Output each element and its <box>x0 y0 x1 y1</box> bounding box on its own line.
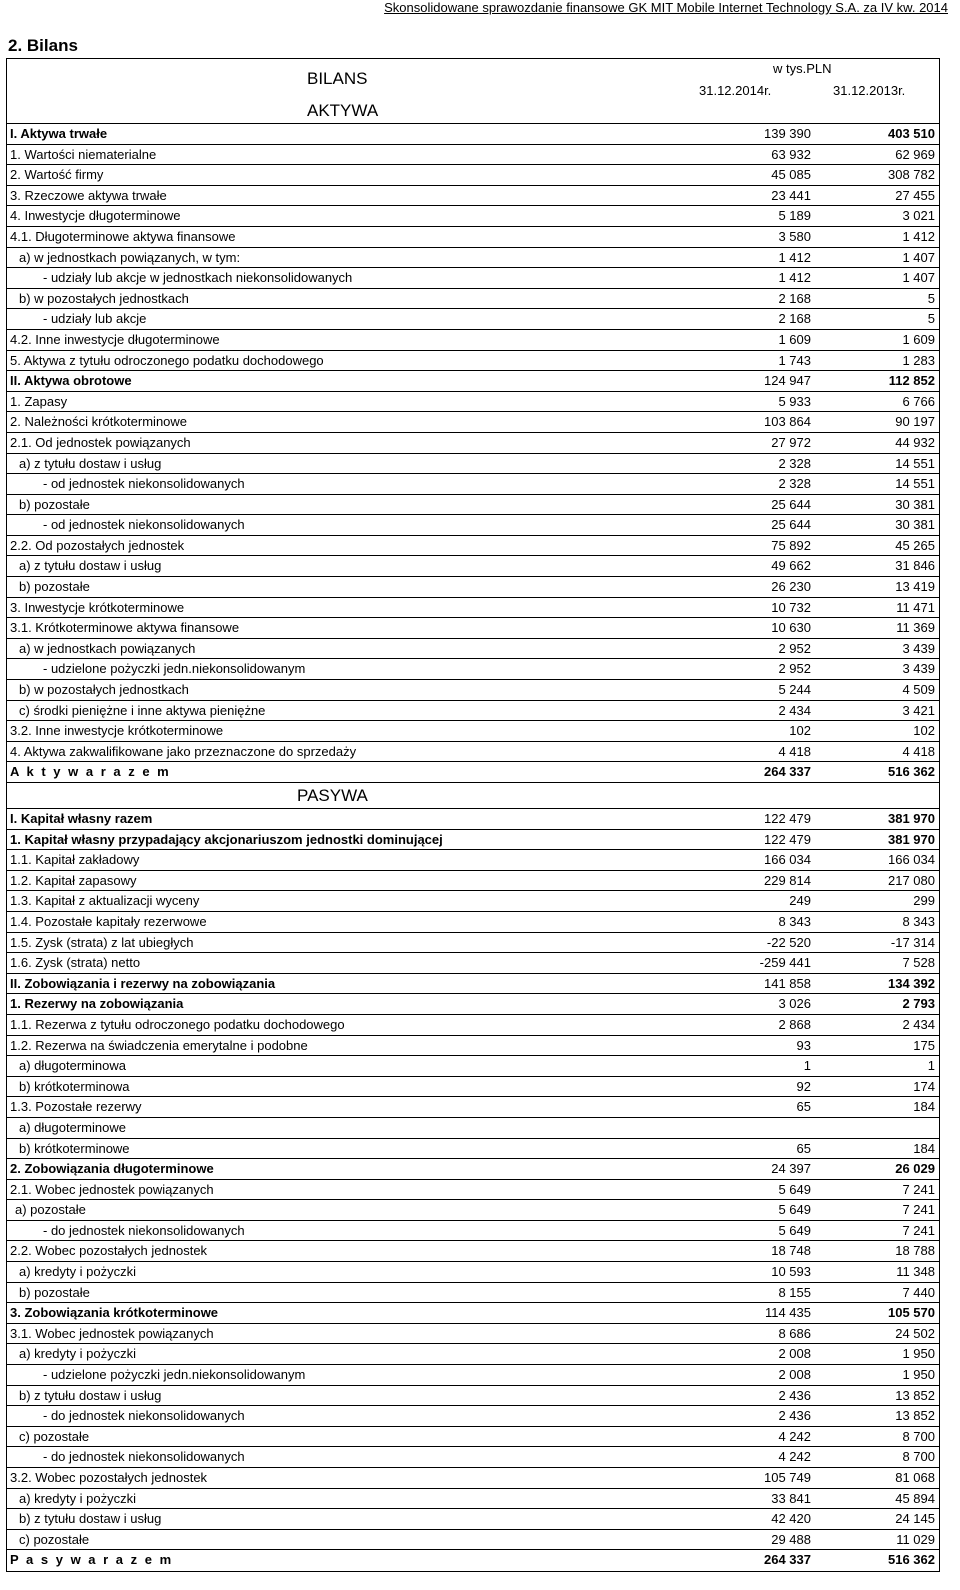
value-2013: 381 970 <box>888 811 935 826</box>
value-2013: 30 381 <box>895 496 935 512</box>
value-2014: 93 <box>796 1037 811 1053</box>
table-row <box>7 1139 939 1160</box>
row-label: - od jednostek niekonsolidowanych <box>43 517 245 533</box>
value-2014: 10 593 <box>771 1264 811 1280</box>
table-row <box>7 433 939 454</box>
value-2013: 1 412 <box>902 228 935 244</box>
value-2013: 27 455 <box>895 187 935 203</box>
value-2013: 381 970 <box>888 831 935 847</box>
table-row <box>7 309 939 330</box>
value-2013: 11 348 <box>896 1264 935 1280</box>
value-2013: 26 029 <box>895 1161 935 1177</box>
table-row <box>7 1159 939 1180</box>
value-2013: 45 894 <box>895 1490 935 1506</box>
row-label: 4.2. Inne inwestycje długoterminowe <box>10 331 220 347</box>
table-row <box>7 1447 939 1468</box>
table-row <box>7 536 939 557</box>
value-2014: 5 649 <box>778 1222 811 1238</box>
value-2013: 30 381 <box>895 517 935 533</box>
row-label: 1. Zapasy <box>10 393 68 409</box>
table-row <box>7 1303 939 1324</box>
table-row <box>7 392 939 413</box>
value-2014: -22 520 <box>766 934 811 950</box>
value-2013: 18 788 <box>895 1243 935 1259</box>
row-label: a) kredyty i pożyczki <box>19 1346 137 1362</box>
table-row <box>7 412 939 433</box>
table-row <box>7 330 939 351</box>
value-2013: 2 434 <box>902 1016 935 1032</box>
value-2014: 2 436 <box>778 1408 811 1424</box>
table-row <box>7 1015 939 1036</box>
value-2014: 3 026 <box>778 996 811 1012</box>
value-2013: 81 068 <box>895 1470 935 1485</box>
value-2014: 10 630 <box>771 620 811 636</box>
value-2014: 5 649 <box>778 1202 811 1218</box>
row-label: b) pozostałe <box>19 496 90 512</box>
value-2014: 2 952 <box>778 661 811 677</box>
value-2014: 29 488 <box>771 1531 811 1547</box>
table-row <box>7 809 939 830</box>
value-2013: 90 197 <box>895 414 935 430</box>
value-2014: 26 230 <box>771 579 811 595</box>
value-2013 <box>825 783 939 808</box>
table-row <box>7 721 939 742</box>
row-label: - udzielone pożyczki jedn.niekonsolidowanym <box>43 1367 306 1383</box>
value-2014: 124 947 <box>764 373 811 389</box>
value-2013: 166 034 <box>888 852 935 868</box>
row-label: a) kredyty i pożyczki <box>19 1264 137 1280</box>
table-row <box>7 1262 939 1283</box>
row-label: 2.1. Wobec jednostek powiązanych <box>10 1181 214 1197</box>
value-2013: 299 <box>913 893 935 909</box>
value-2014: 2 436 <box>778 1387 811 1403</box>
value-2014: 4 418 <box>778 743 811 759</box>
value-2013: 7 440 <box>902 1284 935 1300</box>
value-2014: 5 189 <box>778 208 811 224</box>
value-2014: 42 420 <box>771 1511 811 1527</box>
row-label: 2.2. Wobec pozostałych jednostek <box>10 1243 208 1259</box>
row-label: - do jednostek niekonsolidowanych <box>43 1408 245 1424</box>
value-2013: 4 509 <box>902 682 935 698</box>
row-label: - do jednostek niekonsolidowanych <box>43 1449 245 1465</box>
table-row <box>7 1200 939 1221</box>
value-2013 <box>825 1118 939 1138</box>
row-label: 3.1. Krótkoterminowe aktywa finansowe <box>10 620 240 636</box>
row-label: 1.2. Kapitał zapasowy <box>10 872 137 888</box>
row-label: I. Kapitał własny razem <box>10 811 153 826</box>
table-row <box>7 850 939 871</box>
row-label: 2. Należności krótkoterminowe <box>10 414 188 430</box>
value-2013: 8 700 <box>902 1428 935 1444</box>
row-label: 3.2. Inne inwestycje krótkoterminowe <box>10 723 224 739</box>
row-label: a) z tytułu dostaw i usług <box>19 455 162 471</box>
table-row <box>7 762 939 783</box>
value-2014: 2 168 <box>778 290 811 306</box>
row-label: 1.3. Pozostałe rezerwy <box>10 1099 142 1115</box>
row-label: a) długoterminowe <box>19 1119 126 1135</box>
row-label: a) pozostałe <box>15 1202 86 1218</box>
value-2013: 11 471 <box>896 599 935 615</box>
value-2014: 25 644 <box>771 496 811 512</box>
table-row <box>7 871 939 892</box>
table-row <box>7 659 939 680</box>
table-row <box>7 1427 939 1448</box>
value-2013: 3 021 <box>902 208 935 224</box>
value-2014: 65 <box>796 1099 811 1115</box>
value-2013: 184 <box>913 1099 935 1115</box>
table-row <box>7 994 939 1015</box>
row-label: b) z tytułu dostaw i usług <box>19 1387 162 1403</box>
row-label: A k t y w a r a z e m <box>10 764 171 780</box>
row-label: a) w jednostkach powiązanych, w tym: <box>19 249 241 265</box>
value-2013: 5 <box>927 311 935 327</box>
table-row <box>7 1036 939 1057</box>
table-row <box>7 206 939 227</box>
table-row <box>7 1221 939 1242</box>
table-row <box>7 1324 939 1345</box>
table-body <box>7 124 939 1571</box>
row-label: P a s y w a r a z e m <box>10 1552 174 1568</box>
value-2014: 139 390 <box>764 126 811 141</box>
table-row <box>7 1077 939 1098</box>
value-2013: 6 766 <box>902 393 935 409</box>
table-row <box>7 515 939 536</box>
aktywa-heading: AKTYWA <box>307 101 379 120</box>
row-label: b) w pozostałych jednostkach <box>19 682 189 698</box>
table-row <box>7 1344 939 1365</box>
row-label: 2.2. Od pozostałych jednostek <box>10 537 185 553</box>
row-label: b) w pozostałych jednostkach <box>19 290 189 306</box>
row-label: 4.1. Długoterminowe aktywa finansowe <box>10 228 236 244</box>
row-label: II. Zobowiązania i rezerwy na zobowiązania <box>10 975 276 991</box>
value-2014: 27 972 <box>771 434 811 450</box>
table-row <box>7 577 939 598</box>
value-2013: 105 570 <box>888 1305 935 1321</box>
table-row <box>7 227 939 248</box>
row-label: - od jednostek niekonsolidowanych <box>43 476 245 492</box>
table-row <box>7 1118 939 1139</box>
table-row <box>7 1180 939 1201</box>
row-label: b) pozostałe <box>19 579 90 595</box>
table-row <box>7 912 939 933</box>
value-2014: 5 933 <box>778 393 811 409</box>
value-2013: 11 369 <box>896 620 935 636</box>
value-2014: 122 479 <box>764 831 811 847</box>
value-2013: 102 <box>913 723 935 739</box>
value-2013: 3 421 <box>902 702 935 718</box>
value-2014: 23 441 <box>771 187 811 203</box>
value-2014: 2 328 <box>778 455 811 471</box>
row-label: 5. Aktywa z tytułu odroczonego podatku dochodowego <box>10 352 324 368</box>
row-label: 4. Aktywa zakwalifikowane jako przeznaczone do sprzedaży <box>10 743 357 759</box>
value-2013: 7 528 <box>902 955 935 971</box>
row-label: 3. Inwestycje krótkoterminowe <box>10 599 185 615</box>
value-2014: 10 732 <box>771 599 811 615</box>
value-2014: 103 864 <box>764 414 811 430</box>
value-2014 <box>665 783 825 808</box>
value-2013: 7 241 <box>902 1222 935 1238</box>
value-2013: 3 439 <box>902 640 935 656</box>
running-header: Skonsolidowane sprawozdanie finansowe GK MIT Mobile Internet Technology S.A. za IV kw. 2014 <box>384 0 948 15</box>
table-row <box>7 1097 939 1118</box>
table-row <box>7 1489 939 1510</box>
value-2013: 2 793 <box>902 996 935 1012</box>
row-label: a) w jednostkach powiązanych <box>19 640 196 656</box>
row-label: 4. Inwestycje długoterminowe <box>10 208 181 224</box>
value-2013: 44 932 <box>895 434 935 450</box>
value-2013: 24 502 <box>895 1325 935 1341</box>
value-2013: 1 950 <box>902 1346 935 1362</box>
value-2013: -17 314 <box>890 934 935 950</box>
value-2014: 105 749 <box>764 1470 811 1485</box>
value-2014: 8 686 <box>778 1325 811 1341</box>
row-label: 1.3. Kapitał z aktualizacji wyceny <box>10 893 200 909</box>
value-2014: 2 328 <box>778 476 811 492</box>
value-2014: 2 168 <box>778 311 811 327</box>
value-2014: 264 337 <box>764 1552 811 1568</box>
table-row <box>7 1365 939 1386</box>
value-2013: 1 283 <box>902 352 935 368</box>
value-2013: 1 609 <box>902 331 935 347</box>
value-2013: 13 419 <box>895 579 935 595</box>
balance-sheet-table <box>6 58 940 1572</box>
table-row <box>7 891 939 912</box>
value-2014: 1 743 <box>778 352 811 368</box>
value-2014: 24 397 <box>771 1161 811 1177</box>
table-row <box>7 268 939 289</box>
value-2013: 14 551 <box>895 476 935 492</box>
value-2014: 49 662 <box>771 558 811 574</box>
table-row <box>7 495 939 516</box>
value-2013: 4 418 <box>902 743 935 759</box>
row-label: a) z tytułu dostaw i usług <box>19 558 162 574</box>
row-label: 2. Wartość firmy <box>10 167 104 183</box>
row-label: - udziały lub akcje w jednostkach niekonsolidowanych <box>43 270 353 286</box>
value-2014: 114 435 <box>764 1305 811 1321</box>
table-row <box>7 701 939 722</box>
value-2013: 13 852 <box>895 1408 935 1424</box>
value-2014: 2 008 <box>778 1367 811 1383</box>
value-2013: 24 145 <box>895 1511 935 1527</box>
row-label: b) pozostałe <box>19 1284 90 1300</box>
value-2014 <box>665 1118 825 1138</box>
value-2014: 1 412 <box>778 270 811 286</box>
table-row <box>7 248 939 269</box>
value-2013: 403 510 <box>888 126 935 141</box>
value-2014: 25 644 <box>771 517 811 533</box>
table-row <box>7 145 939 166</box>
value-2014: 4 242 <box>778 1449 811 1465</box>
table-row <box>7 556 939 577</box>
value-2013: 134 392 <box>888 975 935 991</box>
row-label: 3. Rzeczowe aktywa trwałe <box>10 187 167 203</box>
section-title: 2. Bilans <box>8 36 78 55</box>
table-row <box>7 1056 939 1077</box>
row-label: 1.2. Rezerwa na świadczenia emerytalne i podobne <box>10 1037 308 1053</box>
row-label: 1.6. Zysk (strata) netto <box>10 955 141 971</box>
value-2013: 217 080 <box>888 872 935 888</box>
pasywa-heading-row <box>7 783 939 809</box>
row-label: 3. Zobowiązania krótkoterminowe <box>10 1305 219 1321</box>
value-2014: 92 <box>796 1078 811 1094</box>
table-row <box>7 618 939 639</box>
row-label: 1.1. Kapitał zakładowy <box>10 852 140 868</box>
row-label: 3.2. Wobec pozostałych jednostek <box>10 1470 208 1485</box>
value-2014: 45 085 <box>771 167 811 183</box>
value-2014: 75 892 <box>771 537 811 553</box>
value-2013: 45 265 <box>895 537 935 553</box>
value-2013: 13 852 <box>895 1387 935 1403</box>
row-label: - udzielone pożyczki jedn.niekonsolidowanym <box>43 661 306 677</box>
table-row <box>7 474 939 495</box>
table-row <box>7 165 939 186</box>
table-title: BILANS <box>307 69 368 88</box>
value-2014: 2 952 <box>778 640 811 656</box>
row-label: 1.5. Zysk (strata) z lat ubiegłych <box>10 934 194 950</box>
table-row <box>7 351 939 372</box>
row-label: b) krótkoterminowa <box>19 1078 130 1094</box>
table-row <box>7 639 939 660</box>
table-row <box>7 933 939 954</box>
value-2013: 1 407 <box>902 249 935 265</box>
value-2014: 5 649 <box>778 1181 811 1197</box>
value-2014: -259 441 <box>759 955 811 971</box>
value-2014: 63 932 <box>771 146 811 162</box>
row-label: 1. Rezerwy na zobowiązania <box>10 996 184 1012</box>
value-2014: 264 337 <box>764 764 811 780</box>
row-label: 2.1. Od jednostek powiązanych <box>10 434 191 450</box>
value-2013: 516 362 <box>888 764 935 780</box>
table-row <box>7 1241 939 1262</box>
row-label: - udziały lub akcje <box>43 311 147 327</box>
value-2014: 249 <box>789 893 811 909</box>
table-row <box>7 289 939 310</box>
value-2013: 174 <box>913 1078 935 1094</box>
row-label: 1. Kapitał własny przypadający akcjonariuszom jednostki dominującej <box>10 831 443 847</box>
value-2013: 112 852 <box>888 373 935 389</box>
table-header <box>7 59 939 124</box>
column-date-2014: 31.12.2014r. <box>699 83 772 98</box>
row-label: - do jednostek niekonsolidowanych <box>43 1222 245 1238</box>
value-2014: 1 <box>803 1058 811 1074</box>
table-row <box>7 598 939 619</box>
row-label: I. Aktywa trwałe <box>10 126 108 141</box>
value-2013: 8 700 <box>902 1449 935 1465</box>
row-label: 1. Wartości niematerialne <box>10 146 157 162</box>
unit-label: w tys.PLN <box>773 61 832 76</box>
value-2013: 11 029 <box>896 1531 935 1547</box>
table-row <box>7 953 939 974</box>
table-row <box>7 1406 939 1427</box>
value-2014: 122 479 <box>764 811 811 826</box>
value-2014: 8 343 <box>778 913 811 929</box>
row-label: 3.1. Wobec jednostek powiązanych <box>10 1325 214 1341</box>
column-date-2013: 31.12.2013r. <box>833 83 906 98</box>
table-row <box>7 1386 939 1407</box>
row-label: PASYWA <box>297 786 368 805</box>
row-label: b) z tytułu dostaw i usług <box>19 1511 162 1527</box>
value-2013: 8 343 <box>902 913 935 929</box>
table-row <box>7 1530 939 1551</box>
value-2014: 5 244 <box>778 682 811 698</box>
value-2013: 1 407 <box>902 270 935 286</box>
value-2013: 7 241 <box>902 1202 935 1218</box>
row-label: 1.4. Pozostałe kapitały rezerwowe <box>10 913 207 929</box>
row-label: II. Aktywa obrotowe <box>10 373 132 389</box>
row-label: 1.1. Rezerwa z tytułu odroczonego podatku dochodowego <box>10 1016 345 1032</box>
row-label: b) krótkoterminowe <box>19 1140 130 1156</box>
value-2014: 1 412 <box>778 249 811 265</box>
table-row <box>7 1283 939 1304</box>
value-2014: 2 868 <box>778 1016 811 1032</box>
value-2013: 184 <box>913 1140 935 1156</box>
value-2013: 62 969 <box>895 146 935 162</box>
table-row <box>7 454 939 475</box>
table-row <box>7 1550 939 1571</box>
row-label: c) pozostałe <box>19 1428 90 1444</box>
value-2013: 516 362 <box>888 1552 935 1568</box>
value-2014: 102 <box>789 723 811 739</box>
value-2014: 3 580 <box>778 228 811 244</box>
value-2013: 175 <box>913 1037 935 1053</box>
table-row <box>7 186 939 207</box>
value-2014: 1 609 <box>778 331 811 347</box>
value-2014: 141 858 <box>764 975 811 991</box>
value-2013: 31 846 <box>895 558 935 574</box>
value-2014: 2 434 <box>778 702 811 718</box>
value-2013: 5 <box>927 290 935 306</box>
table-row <box>7 371 939 392</box>
row-label: c) pozostałe <box>19 1531 90 1547</box>
table-row <box>7 830 939 851</box>
value-2014: 8 155 <box>778 1284 811 1300</box>
value-2013: 7 241 <box>902 1181 935 1197</box>
row-label: 2. Zobowiązania długoterminowe <box>10 1161 214 1177</box>
table-row <box>7 974 939 995</box>
row-label: a) kredyty i pożyczki <box>19 1490 137 1506</box>
table-row <box>7 124 939 145</box>
row-label: c) środki pieniężne i inne aktywa pieniężne <box>19 702 266 718</box>
value-2014: 33 841 <box>771 1490 811 1506</box>
table-row <box>7 1468 939 1489</box>
value-2014: 229 814 <box>764 872 811 888</box>
value-2014: 166 034 <box>764 852 811 868</box>
value-2014: 65 <box>796 1140 811 1156</box>
value-2013: 3 439 <box>902 661 935 677</box>
value-2013: 1 <box>927 1058 935 1074</box>
value-2013: 1 950 <box>902 1367 935 1383</box>
value-2013: 308 782 <box>888 167 935 183</box>
value-2013: 14 551 <box>895 455 935 471</box>
row-label: a) długoterminowa <box>19 1058 126 1074</box>
value-2014: 2 008 <box>778 1346 811 1362</box>
table-row <box>7 742 939 763</box>
table-row <box>7 680 939 701</box>
value-2014: 18 748 <box>771 1243 811 1259</box>
table-row <box>7 1509 939 1530</box>
value-2014: 4 242 <box>778 1428 811 1444</box>
